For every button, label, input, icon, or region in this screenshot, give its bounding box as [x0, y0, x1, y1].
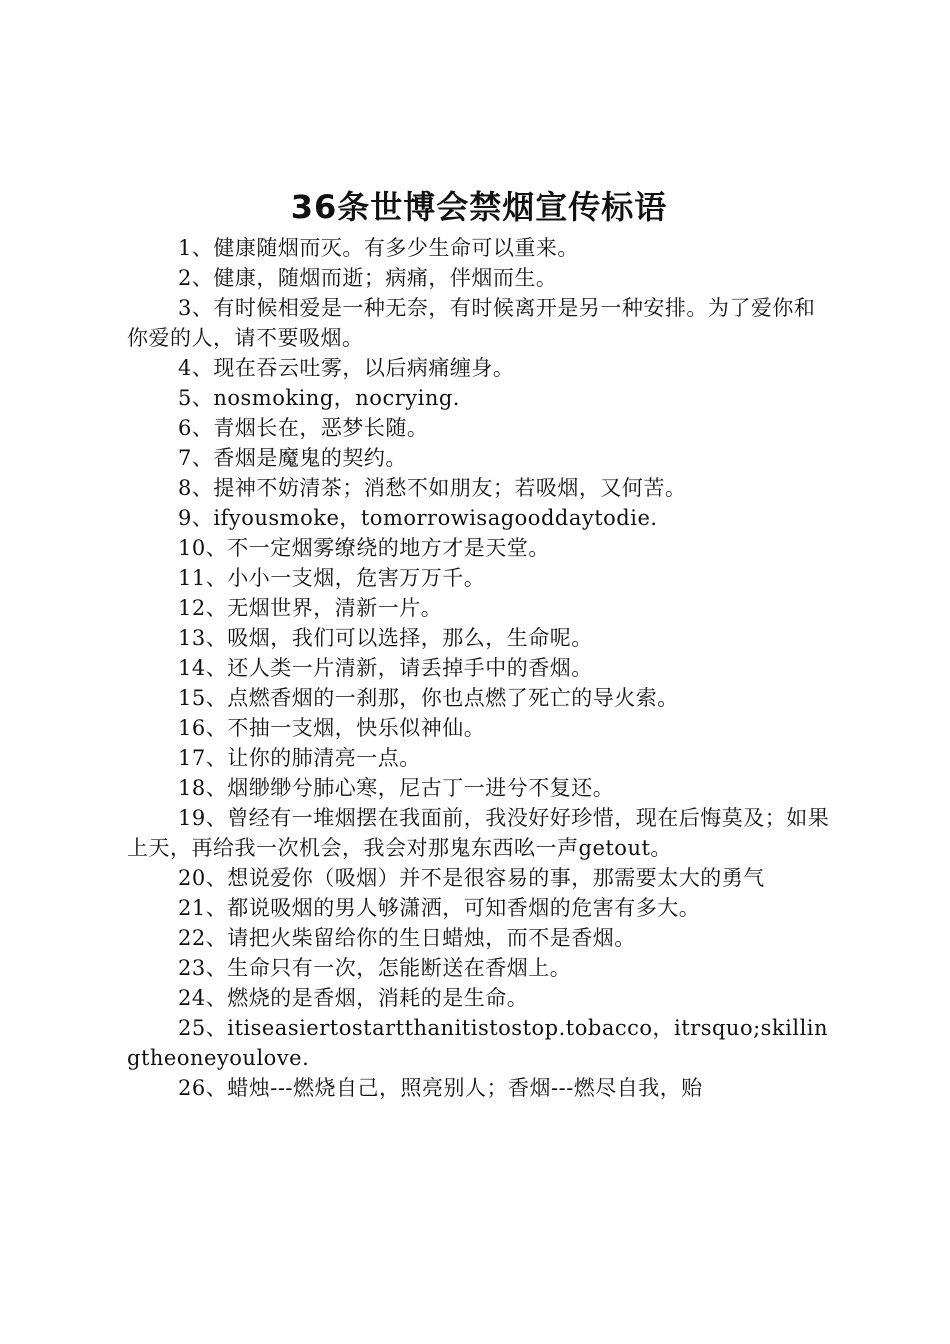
slogan-item: 26、蜡烛---燃烧自己，照亮别人；香烟---燃尽自我，贻 — [178, 1076, 703, 1100]
slogan-item: 15、点燃香烟的一刹那，你也点燃了死亡的导火索。 — [178, 686, 679, 710]
slogan-item: 3、有时候相爱是一种无奈，有时候离开是另一种安排。为了爱你和你爱的人，请不要吸烟。 — [127, 296, 816, 350]
slogan-item: 13、吸烟，我们可以选择，那么，生命呢。 — [178, 626, 593, 650]
slogan-item: 23、生命只有一次，怎能断送在香烟上。 — [178, 956, 572, 980]
slogan-item: 6、青烟长在，恶梦长随。 — [178, 416, 429, 440]
slogan-item: 21、都说吸烟的男人够潇洒，可知香烟的危害有多大。 — [178, 896, 701, 920]
slogan-item: 20、想说爱你（吸烟）并不是很容易的事，那需要太大的勇气 — [178, 866, 765, 890]
slogan-item: 1、健康随烟而灭。有多少生命可以重来。 — [178, 236, 579, 260]
slogan-item: 14、还人类一片清新，请丢掉手中的香烟。 — [178, 656, 593, 680]
slogan-item: 11、小小一支烟，危害万万千。 — [178, 566, 486, 590]
slogan-item: 22、请把火柴留给你的生日蜡烛，而不是香烟。 — [178, 926, 636, 950]
slogan-item: 10、不一定烟雾缭绕的地方才是天堂。 — [178, 536, 550, 560]
slogan-item: 9、ifyousmoke，tomorrowisagooddaytodie. — [178, 506, 658, 530]
slogan-item: 18、烟缈缈兮肺心寒，尼古丁一进兮不复还。 — [178, 776, 615, 800]
slogan-item: 24、燃烧的是香烟，消耗的是生命。 — [178, 986, 529, 1010]
slogan-item: 12、无烟世界，清新一片。 — [178, 596, 443, 620]
slogan-item: 17、让你的肺清亮一点。 — [178, 746, 421, 770]
slogan-item: 7、香烟是魔鬼的契约。 — [178, 446, 407, 470]
document-page — [127, 183, 831, 1103]
slogan-item: 5、nosmoking，nocrying. — [178, 386, 460, 410]
slogan-item: 8、提神不妨清茶；消愁不如朋友；若吸烟，又何苦。 — [178, 476, 687, 500]
slogan-item: 19、曾经有一堆烟摆在我面前，我没好好珍惜，现在后悔莫及；如果上天，再给我一次机会，我会对那鬼东西吆一声getout。 — [127, 806, 830, 860]
document-title: 36条世博会禁烟宣传标语 — [290, 188, 668, 226]
slogan-item: 4、现在吞云吐雾，以后病痛缠身。 — [178, 356, 515, 380]
slogan-item: 2、健康，随烟而逝；病痛，伴烟而生。 — [178, 266, 558, 290]
slogan-item: 16、不抽一支烟，快乐似神仙。 — [178, 716, 486, 740]
slogan-item: 25、itiseasiertostartthanitistostop.tobacco，itrsquo;skillingtheoneyoulove. — [127, 1016, 829, 1070]
